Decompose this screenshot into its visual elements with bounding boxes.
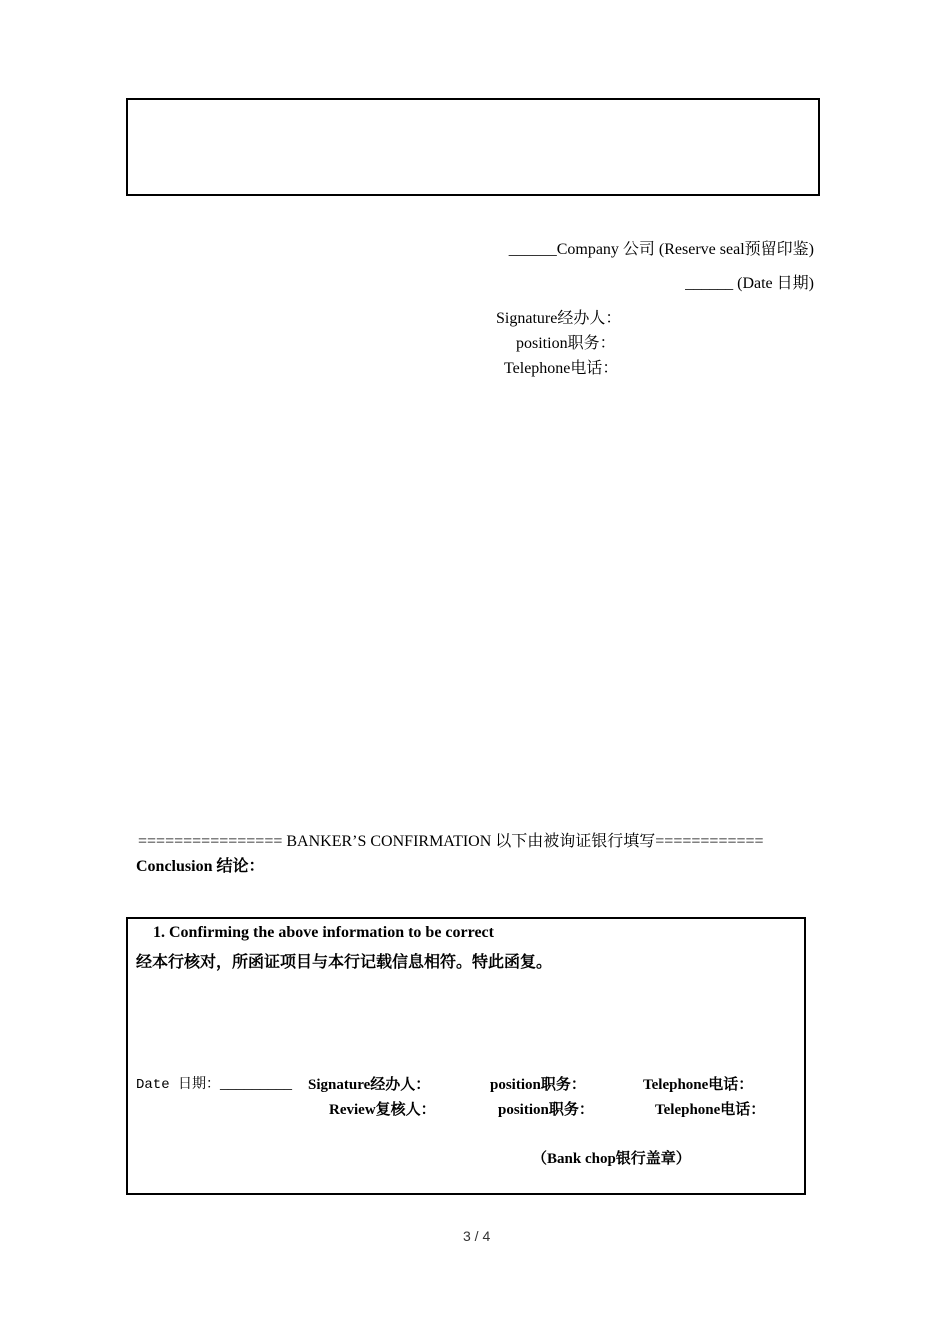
conclusion-label: Conclusion 结论： <box>136 858 265 875</box>
banker-confirmation-divider: ================ BANKER’S CONFIRMATION 以下由被询证银行填写============ <box>138 833 764 850</box>
confirmation-item-title: 1. Confirming the above information to be correct <box>153 924 494 941</box>
bank-signature-label: Signature经办人： <box>308 1077 431 1093</box>
review-label: Review复核人： <box>329 1102 436 1118</box>
company-telephone-label: Telephone电话： <box>504 360 619 377</box>
company-seal-line: ______Company 公司 (Reserve seal预留印鉴) <box>508 241 814 258</box>
confirmation-item-cn: 经本行核对，所函证项目与本行记载信息相符。特此函复。 <box>136 954 553 971</box>
confirmation-date-label: Date 日期： <box>136 1077 221 1093</box>
bank-position-label: position职务： <box>490 1077 586 1093</box>
confirmation-date-blank: _________ <box>220 1075 293 1092</box>
bank-telephone-label: Telephone电话： <box>643 1077 754 1093</box>
review-position-label: position职务： <box>498 1102 594 1118</box>
review-telephone-label: Telephone电话： <box>655 1102 766 1118</box>
reserve-seal-box <box>126 98 820 196</box>
company-date-line: ______ (Date 日期) <box>685 275 814 292</box>
company-signature-label: Signature经办人： <box>496 310 622 327</box>
page-number: 3 / 4 <box>463 1228 491 1244</box>
company-position-label: position职务： <box>516 335 616 352</box>
bank-chop-label: （Bank chop银行盖章） <box>532 1151 691 1167</box>
confirmation-date-field <box>136 1073 292 1093</box>
